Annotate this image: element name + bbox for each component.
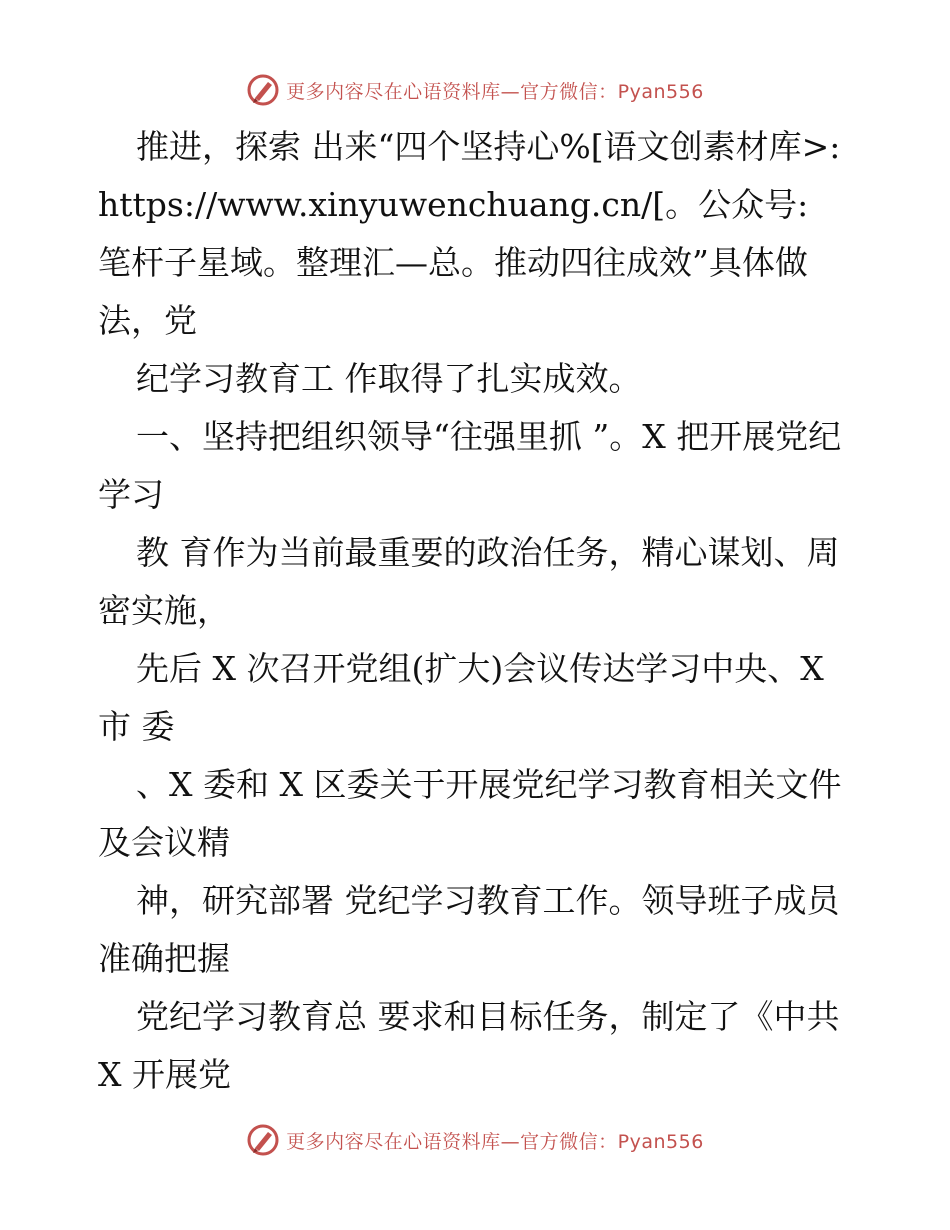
document-body — [98, 118, 848, 1104]
pen-logo-icon — [246, 1123, 280, 1157]
header-banner-text: 更多内容尽在心语资料库—官方微信：Pyan556 — [286, 80, 704, 103]
paragraph-6: 、X 委和 X 区委关于开展党纪学习教育相关文件及会议精 — [98, 765, 842, 862]
header-banner — [0, 70, 950, 110]
paragraph-5: 先后 X 次召开党组(扩大)会议传达学习中央、X 市 委 — [98, 649, 824, 746]
paragraph-3: 一、坚持把组织领导“往强里抓 ”。X 把开展党纪学习 — [98, 417, 842, 514]
header-banner-content — [246, 73, 704, 107]
pen-logo-icon — [246, 73, 280, 107]
paragraph-7: 神，研究部署 党纪学习教育工作。领导班子成员准确把握 — [98, 881, 840, 978]
paragraph-2: 纪学习教育工 作取得了扎实成效。 — [136, 359, 642, 398]
paragraph-4: 教 育作为当前最重要的政治任务，精心谋划、周密实施， — [98, 533, 840, 630]
paragraph-8: 党纪学习教育总 要求和目标任务，制定了《中共 X 开展党 — [98, 997, 840, 1094]
footer-banner-text: 更多内容尽在心语资料库—官方微信：Pyan556 — [286, 1130, 704, 1153]
footer-banner-content — [246, 1123, 704, 1157]
footer-banner — [0, 1120, 950, 1160]
paragraph-1: 推进，探索 出来“四个坚持心%[语文创素材库>: https://www.xinyuwenchuang.cn/[。公众号: 笔杆子星域。整理汇—总。推动四往成效”具体做法，党 — [98, 127, 841, 340]
